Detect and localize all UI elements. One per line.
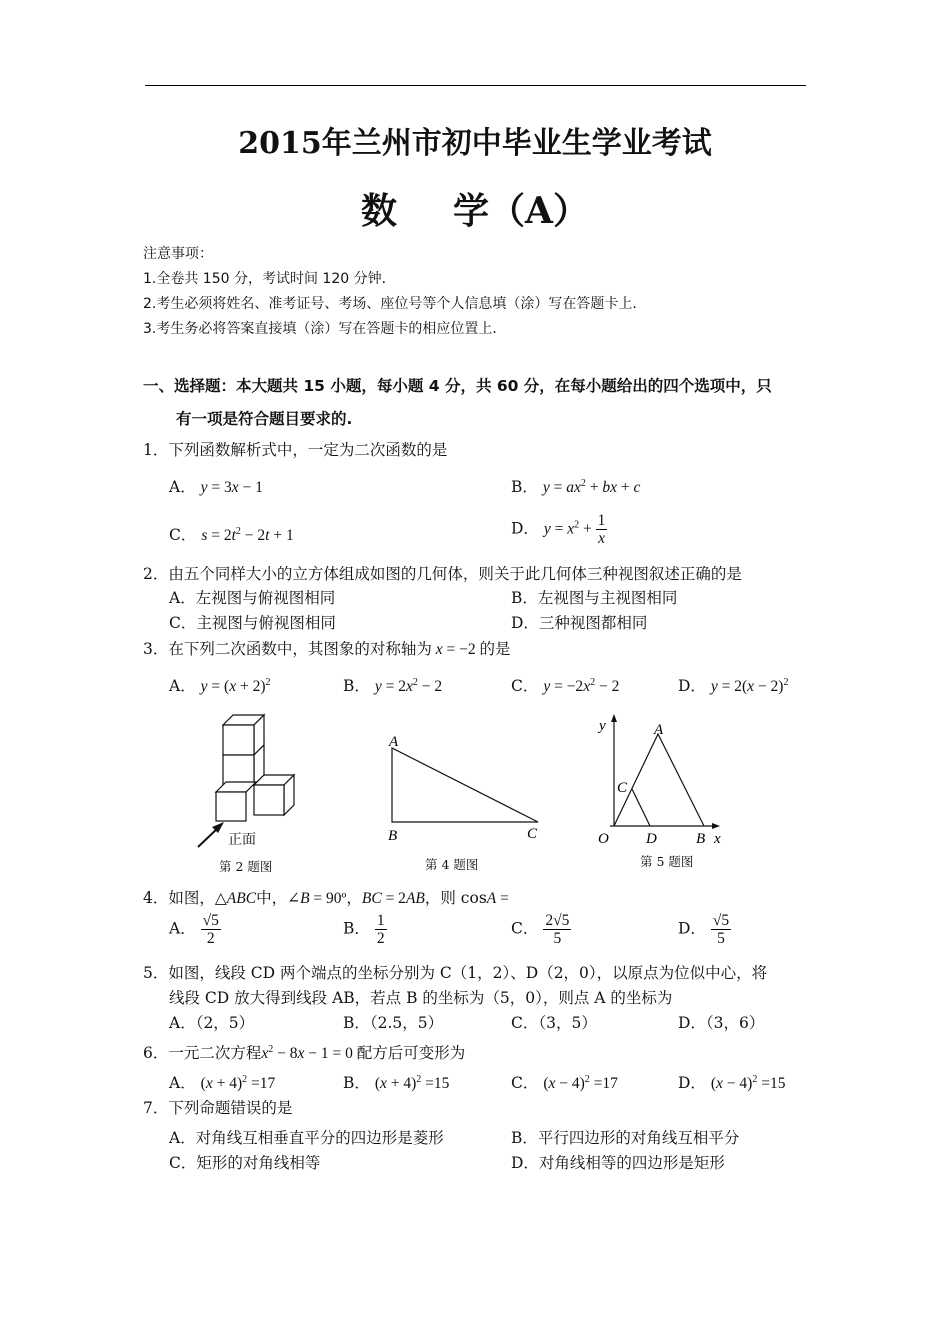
exam-subject: 数 学（A） [361, 190, 589, 232]
fig4-point-a: A [389, 734, 399, 750]
question-5-line1: 5．如图，线段 CD 两个端点的坐标分别为 C（1，2）、D（2，0），以原点为位似中心，将 [143, 964, 768, 982]
fig4-point-b: B [388, 828, 398, 843]
fig5-axis-y: y [599, 718, 606, 734]
notice-item: 3.考生务必将答案直接填（涂）写在答题卡的相应位置上． [143, 321, 507, 337]
q3-option-d: D． $y = 2(x - 2)^2$ [678, 677, 789, 695]
q4-option-a: A． $\frac{√5}{2}$ [169, 912, 219, 947]
q4-option-c: C． $\frac{2√5}{5}$ [511, 912, 570, 947]
question-4-stem: 4．如图，△ABC中，∠B = 90º，BC = 2AB，则 cosA = [143, 889, 509, 907]
section-heading: 一、选择题：本大题共 15 小题，每小题 4 分，共 60 分，在每小题给出的四个选项中，只 [143, 377, 772, 395]
question-1-stem: 1．下列函数解析式中，一定为二次函数的是 [143, 441, 448, 459]
q7-option-d: D．对角线相等的四边形是矩形 [511, 1154, 725, 1172]
q4-option-d: D． $\frac{√5}{5}$ [678, 912, 730, 947]
figure-4-triangle [380, 728, 550, 843]
fig2-front-label: 正面 [228, 832, 256, 848]
figure-5-coordinates [590, 712, 730, 852]
fig5-point-o: O [598, 831, 609, 847]
fig5-point-d: D [646, 831, 657, 847]
question-6-stem: 6．一元二次方程$x^2 - 8x - 1 = 0$ 配方后可变形为 [143, 1044, 466, 1062]
q2-option-d: D．三种视图都相同 [511, 614, 648, 632]
q7-option-a: A．对角线互相垂直平分的四边形是菱形 [169, 1129, 444, 1147]
fig4-caption: 第 4 题图 [425, 857, 479, 872]
fig2-caption: 第 2 题图 [219, 859, 273, 874]
section-heading-cont: 有一项是符合题目要求的. [176, 410, 353, 428]
fig5-point-c: C [617, 780, 628, 796]
fig5-point-a: A [654, 722, 664, 738]
notice-heading: 注意事项： [143, 246, 213, 262]
q6-option-d: D． $(x - 4)^2 =15$ [678, 1074, 786, 1092]
q1-option-d: D． $y = x^2$ + $\frac{1}{x}$ [511, 512, 606, 547]
q1-option-b: B． $y = ax^2$ + bx + c [511, 478, 641, 496]
fig5-caption: 第 5 题图 [640, 854, 694, 869]
q5-option-c: C．（3，5） [511, 1014, 597, 1032]
q2-option-c: C．主视图与俯视图相同 [169, 614, 336, 632]
q7-option-c: C．矩形的对角线相等 [169, 1154, 321, 1172]
question-3-stem: 3．在下列二次函数中，其图象的对称轴为 x = −2 的是 [143, 640, 511, 658]
q5-option-d: D．（3，6） [678, 1014, 765, 1032]
q7-option-b: B．平行四边形的对角线互相平分 [511, 1129, 740, 1147]
q5-option-b: B．（2.5，5） [343, 1014, 444, 1032]
question-7-stem: 7．下列命题错误的是 [143, 1099, 293, 1117]
q2-option-a: A．左视图与俯视图相同 [169, 589, 336, 607]
notice-item: 2.考生必须将姓名、准考证号、考场、座位号等个人信息填（涂）写在答题卡上． [143, 296, 647, 312]
q6-option-b: B． $(x + 4)^2 =15$ [343, 1074, 450, 1092]
q2-option-b: B．左视图与主视图相同 [511, 589, 678, 607]
q4-option-b: B． $\frac{1}{2}$ [343, 912, 385, 947]
q5-option-a: A．（2，5） [169, 1014, 255, 1032]
question-2-stem: 2．由五个同样大小的立方体组成如图的几何体，则关于此几何体三种视图叙述正确的是 [143, 565, 742, 583]
q6-option-c: C． $(x - 4)^2 =17$ [511, 1074, 618, 1092]
notice-item: 1.全卷共 150 分，考试时间 120 分钟． [143, 271, 396, 287]
question-5-line2: 线段 CD 放大得到线段 AB，若点 B 的坐标为（5，0），则点 A 的坐标为 [169, 989, 673, 1007]
q1-option-c: C． $s = 2t^2 - 2t + 1$ [169, 526, 294, 544]
q3-option-a: A． $y = (x + 2)^2$ [169, 677, 271, 695]
q6-option-a: A． $(x + 4)^2 =17$ [169, 1074, 276, 1092]
fig4-point-c: C [527, 826, 538, 842]
q3-option-b: B． $y = 2x^2 - 2$ [343, 677, 443, 695]
exam-title: 2015年兰州市初中毕业生学业考试 [238, 126, 712, 161]
top-rule [145, 85, 806, 86]
q3-option-c: C． $y = -2x^2 - 2$ [511, 677, 620, 695]
q1-option-a: A． y = 3x − 1 [169, 478, 263, 496]
fig5-point-b: B [696, 831, 706, 847]
fig5-axis-x: x [714, 831, 721, 847]
